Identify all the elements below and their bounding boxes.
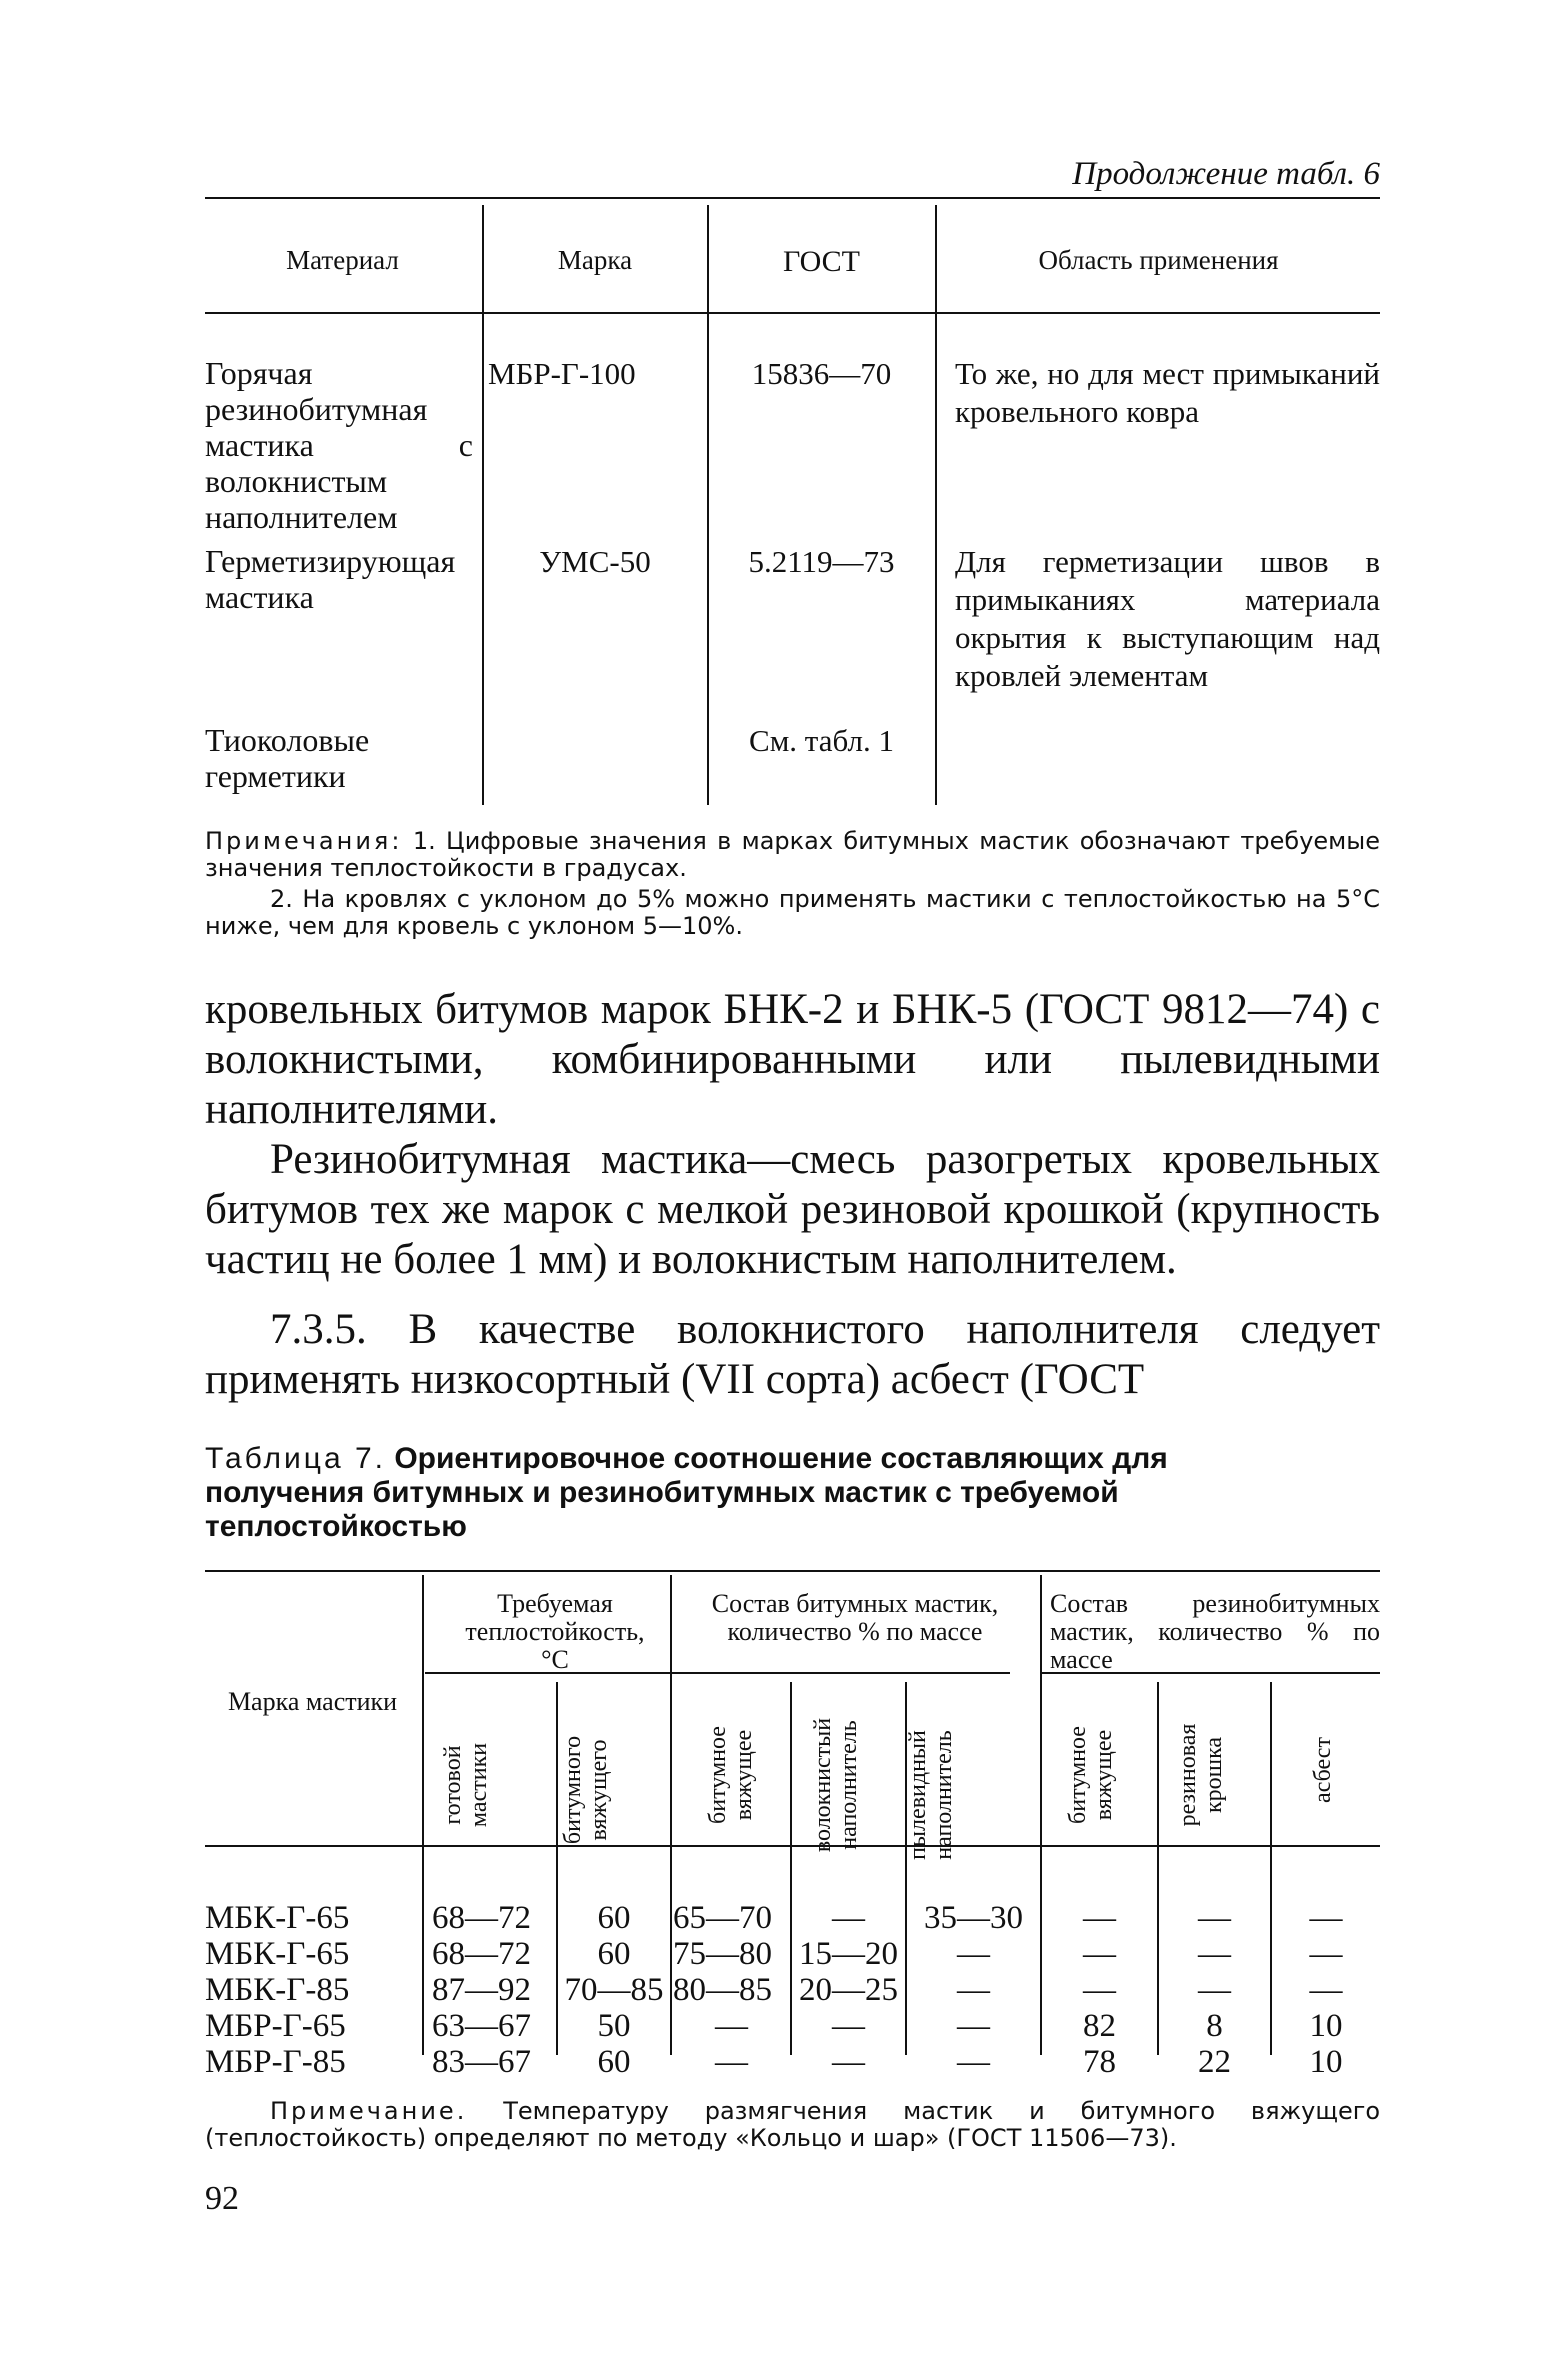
table7-note-label: Примечание. [270,2097,468,2125]
table7-caption-label: Таблица 7. [205,1442,386,1475]
table6-col-divider [482,205,484,805]
table6-notes [205,828,1380,882]
body-paragraph-3: 7.3.5. В качестве волокнистого наполнителя следует применять низкосортный (VII сорта) асбест (ГОСТ [205,1306,1380,1403]
table7-cell: — [1083,1900,1116,1936]
table7-cell: — [1083,1972,1116,2008]
table7-cell: 20—25 [799,1972,898,2008]
table7-sub-rubber-crumb: резиновая крошка [1175,1723,1227,1827]
table7-cell: 68—72 [432,1900,531,1936]
table7-cell: — [1309,1900,1343,1936]
table6-header-material: Материал [286,245,399,275]
table7-sub-fiber-filler: волокнистый наполнитель [810,1717,862,1853]
table6-col-divider [935,205,937,805]
table7-cell-mark: МБР-Г-65 [205,2008,346,2044]
table7-cell: 80—85 [673,1972,772,2008]
table7-header-heat-resistance: Требуемая теплостойкость, °С [465,1589,645,1674]
table7-note [205,2098,1380,2152]
table7-cell: — [1309,1936,1343,1972]
table7-top-rule [205,1570,1380,1572]
table7-cell: 87—92 [432,1972,531,2008]
table7-cell: — [957,2044,990,2080]
table7-cell: — [1198,1900,1231,1936]
table7-cell: — [832,2044,865,2080]
table7-cell: 15—20 [799,1936,898,1972]
table-continuation-caption: Продолжение табл. 6 [1072,156,1380,192]
table7-cell-mark: МБК-Г-65 [205,1900,350,1936]
table7-cell-mark: МБР-Г-85 [205,2044,346,2080]
notes-label: Примечания: [205,827,403,855]
table7-cell: — [957,1972,990,2008]
page-number: 92 [205,2180,239,2217]
table7-header-rubber-mastic: Состав резинобитумных мастик, количество % по массе [1050,1589,1380,1674]
table7-caption-text: Ориентировочное соотношение составляющих для получения битумных и резинобитумных мастик с требуемой теплостойкостью [205,1442,1168,1543]
table6-header-gost: ГОСТ [783,245,860,278]
table7-cell: 78 [1083,2044,1116,2080]
table7-cell: 65—70 [673,1900,772,1936]
table7-caption [205,1442,1335,1544]
table7-cell-mark: МБК-Г-65 [205,1936,350,1972]
table7-cell: — [1198,1936,1231,1972]
table7-cell: — [1083,1936,1116,1972]
table6-row2-material: Герметизирующая мастика [205,543,456,615]
table7-cell: 50 [597,2008,631,2044]
note-1: 1. Цифровые значения в марках битумных мастик обозначают требуемые значения теплостойкости в градусах. [205,827,1381,882]
table7-sub-binder: битумного вяжущего [560,1735,612,1845]
table6-header-area: Область применения [1038,245,1279,275]
table7-cell: 10 [1309,2008,1343,2044]
table6-row1-gost: 15836—70 [751,356,892,391]
table7-sub-dust-filler: пылевидный наполнитель [905,1730,957,1860]
table7-cell: — [832,1900,865,1936]
table7-cell: 10 [1309,2044,1343,2080]
table6-top-rule [205,197,1380,199]
table7-cell: 82 [1083,2008,1116,2044]
table6-header-rule [205,312,1380,314]
note-2: 2. На кровлях с уклоном до 5% можно применять мастики с теплостойкостью на 5°С ниже, чем для кровель с уклоном 5—10%. [205,885,1380,940]
table7-col-divider [670,1575,672,2055]
table6-row3-gost: См. табл. 1 [749,723,894,758]
table7-header-mark: Марка мастики [227,1687,398,1716]
table7-sub-ready-mastic: готовой мастики [440,1742,492,1828]
table7-cell: — [957,1936,990,1972]
table7-cell: — [715,2044,748,2080]
table7-cell: — [1198,1972,1231,2008]
table7-note-text: Температуру размягчения мастик и битумного вяжущего (теплостойкость) определяют по методу «Кольцо и шар» (ГОСТ 11506—73). [205,2097,1380,2152]
table6-row3-material: Тиоколовые герметики [205,722,370,794]
table7-cell: 8 [1206,2008,1223,2044]
table7-cell: 63—67 [432,2008,531,2044]
table7-sub-asbestos: асбест [1310,1737,1336,1803]
table6-row1-material: Горячая резинобитумная мастика с волокнистым наполнителем [205,355,473,535]
table6-header-mark: Марка [557,245,633,275]
table7-cell: 83—67 [432,2044,531,2080]
table7-col-divider [422,1575,424,2055]
table7-cell-mark: МБК-Г-85 [205,1972,350,2008]
table7-header-bitumen-mastic: Состав битумных мастик, количество % по массе [711,1589,999,1646]
table7-cell: 75—80 [673,1936,772,1972]
body-paragraph-1: кровельных битумов марок БНК-2 и БНК-5 (ГОСТ 9812—74) с волокнистыми, комбинированными или пылевидными наполнителями. [205,986,1380,1133]
table7-cell: 60 [597,2044,631,2080]
table7-cell: 35—30 [924,1900,1023,1936]
table7-cell: 60 [597,1936,631,1972]
table7-cell: — [715,2008,748,2044]
table6-col-divider [707,205,709,805]
table7-cell: — [957,2008,990,2044]
table7-cell: 70—85 [564,1972,664,2008]
table7-cell: 22 [1198,2044,1231,2080]
table7-cell: — [832,2008,865,2044]
table7-sub-bitumen-binder: битумное вяжущее [705,1726,757,1824]
table7-cell: — [1309,1972,1343,2008]
table7-cell: 60 [597,1900,631,1936]
table6-row2-gost: 5.2119—73 [748,544,895,579]
table6-row2-mark: УМС-50 [539,544,651,579]
body-paragraph-2: Резинобитумная мастика—смесь разогретых кровельных битумов тех же марок с мелкой резиновой крошкой (крупность частиц не более 1 мм) и волокнистым наполнителем. [205,1136,1380,1283]
table6-row1-mark: МБР-Г-100 [488,356,636,391]
table6-row2-area: Для герметизации швов в примыканиях материала окрытия к выступающим над кровлей элементам [955,544,1380,693]
table7-cell: 68—72 [432,1936,531,1972]
table7-sub-rubber-bitumen-binder: битумное вяжущее [1065,1726,1117,1824]
table6-row1-area: То же, но для мест примыканий кровельного ковра [955,356,1380,429]
